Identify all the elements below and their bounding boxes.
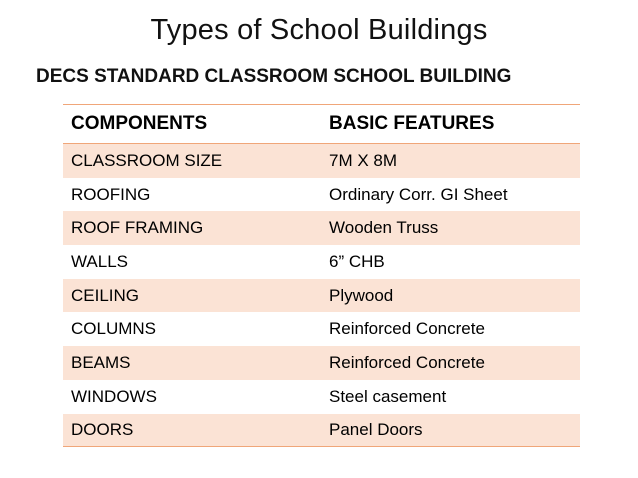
- table-row: [63, 279, 580, 313]
- table-row: [63, 312, 580, 346]
- table-row: [63, 144, 580, 178]
- slide-title: Types of School Buildings: [150, 14, 488, 46]
- feature-cell: Plywood: [329, 285, 394, 305]
- column-header-components: COMPONENTS: [71, 113, 208, 134]
- feature-cell: Wooden Truss: [329, 218, 439, 238]
- feature-cell: Panel Doors: [329, 419, 423, 439]
- component-cell: CEILING: [71, 285, 140, 305]
- table-header-row: [63, 104, 580, 144]
- feature-cell: Reinforced Concrete: [329, 352, 485, 372]
- feature-cell: Reinforced Concrete: [329, 319, 485, 339]
- feature-cell: Ordinary Corr. GI Sheet: [329, 184, 508, 204]
- feature-cell: 6” CHB: [329, 251, 385, 271]
- feature-cell: 7M X 8M: [329, 150, 398, 170]
- component-cell: CLASSROOM SIZE: [71, 150, 223, 170]
- column-header-basic-features: BASIC FEATURES: [329, 113, 495, 134]
- table-row: [63, 346, 580, 380]
- slide-subtitle: DECS STANDARD CLASSROOM SCHOOL BUILDING: [36, 66, 512, 87]
- component-cell: DOORS: [71, 419, 134, 439]
- table-row: [63, 178, 580, 212]
- table-row: [63, 380, 580, 414]
- table-row: [63, 211, 580, 245]
- features-table: [63, 104, 580, 447]
- feature-cell: Steel casement: [329, 386, 447, 406]
- table-row: [63, 414, 580, 448]
- table-row: [63, 245, 580, 279]
- component-cell: WALLS: [71, 251, 129, 271]
- component-cell: ROOFING: [71, 184, 151, 204]
- component-cell: BEAMS: [71, 352, 131, 372]
- component-cell: WINDOWS: [71, 386, 157, 406]
- component-cell: COLUMNS: [71, 319, 157, 339]
- component-cell: ROOF FRAMING: [71, 218, 204, 238]
